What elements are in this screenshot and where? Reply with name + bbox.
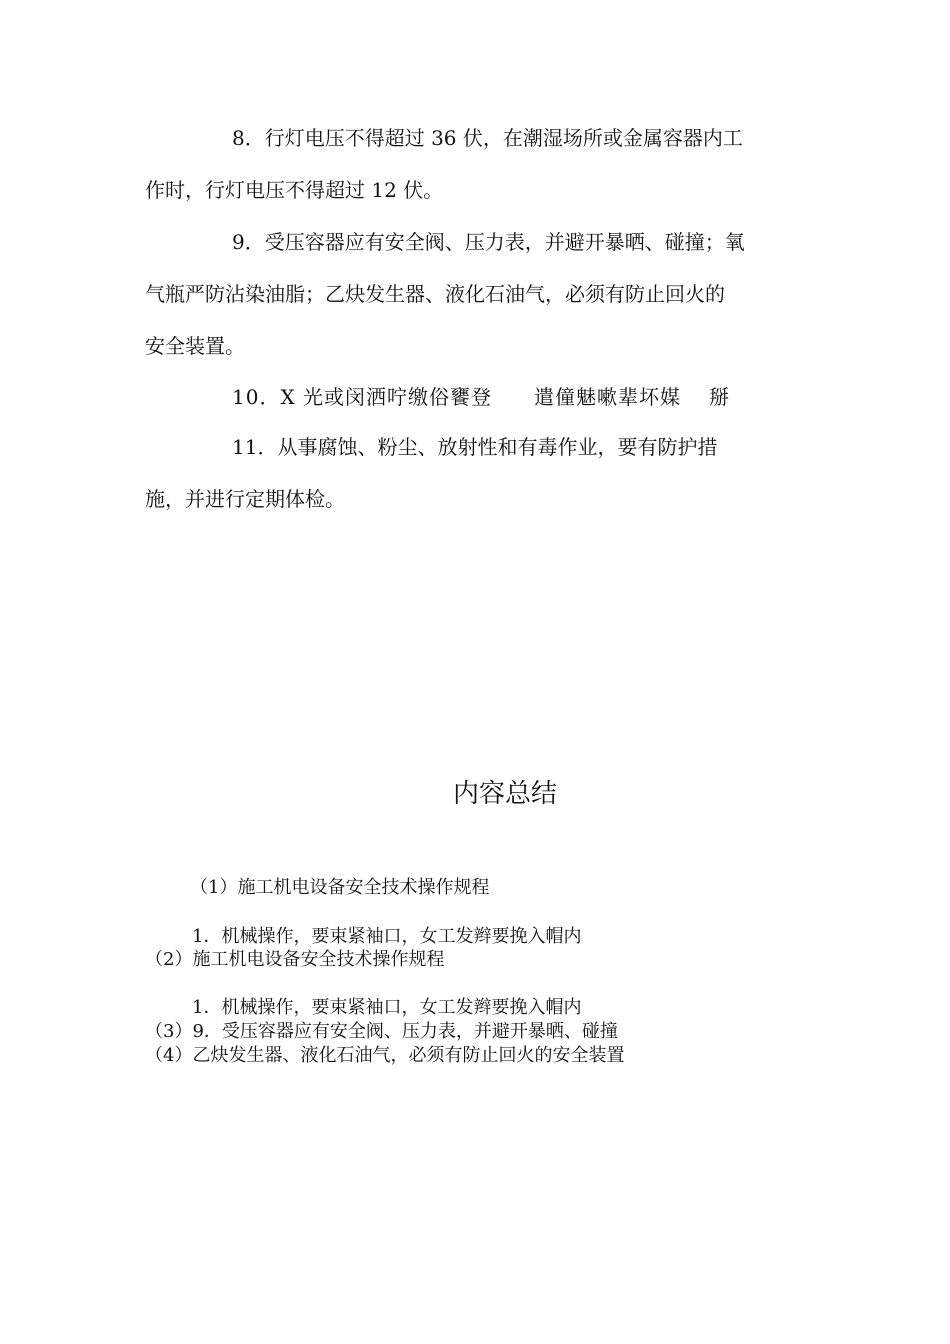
rule-9-line-2: 气瓶严防沾染油脂；乙炔发生器、液化石油气，必须有防止回火的 xyxy=(145,282,725,306)
summary-title: 内容总结 xyxy=(452,779,557,809)
summary-item-4: 1．机械操作，要束紧袖口，女工发辫要挽入帽内 xyxy=(192,997,582,1018)
rule-11-line-1: 11．从事腐蚀、粉尘、放射性和有毒作业，要有防护措 xyxy=(232,435,718,459)
rule-9-line-1: 9．受压容器应有安全阀、压力表，并避开暴晒、碰撞；氧 xyxy=(232,230,745,254)
rule-8-line-1: 8．行灯电压不得超过 36 伏，在潮湿场所或金属容器内工 xyxy=(232,126,743,150)
summary-item-6: （4）乙炔发生器、液化石油气，必须有防止回火的安全装置 xyxy=(145,1045,625,1066)
rule-10-line xyxy=(232,384,730,410)
rule-11-line-2: 施，并进行定期体检。 xyxy=(145,487,345,511)
rule-9-line-3: 安全装置。 xyxy=(145,334,245,358)
summary-item-2: 1．机械操作，要束紧袖口，女工发辫要挽入帽内 xyxy=(192,926,582,947)
summary-item-3: （2）施工机电设备安全技术操作规程 xyxy=(145,949,445,970)
rule-10-part-3: 掰 xyxy=(709,385,731,409)
rule-10-part-2: 遣僮魅嗽辈坏媒 xyxy=(534,385,682,409)
summary-item-5: （3）9．受压容器应有安全阀、压力表，并避开暴晒、碰撞 xyxy=(145,1021,618,1042)
rule-8-line-2: 作时，行灯电压不得超过 12 伏。 xyxy=(145,178,444,202)
rule-10-part-1: 10．X 光或闵洒咛缴俗饔登 xyxy=(232,385,493,409)
summary-item-1: （1）施工机电设备安全技术操作规程 xyxy=(190,877,490,898)
